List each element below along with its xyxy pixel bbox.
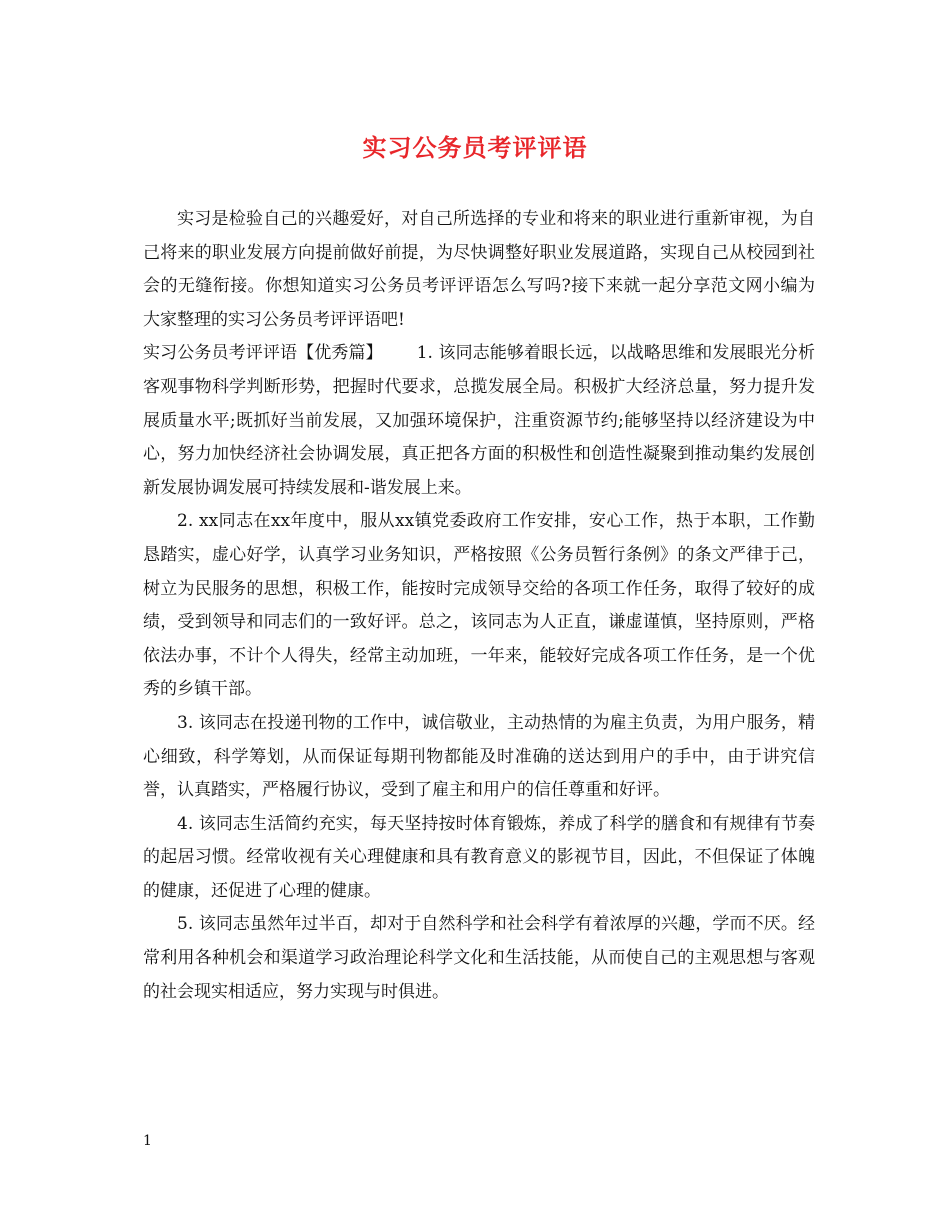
page-number: 1 <box>143 1133 152 1149</box>
section-heading: 实习公务员考评评语【优秀篇】 <box>143 343 383 364</box>
intro-paragraph: 实习是检验自己的兴趣爱好，对自己所选择的专业和将来的职业进行重新审视，为自己将来的职业发展方向提前做好前提，为尽快调整好职业发展道路，实现自己从校园到社会的无缝衔接。你想知道实习公务员考评评语怎么写吗?接下来就一起分享范文网小编为大家整理的实习公务员考评评语吧! <box>143 209 815 330</box>
section-gap <box>383 343 417 363</box>
item-2-paragraph: 2. xx同志在xx年度中，服从xx镇党委政府工作安排，安心工作，热于本职，工作勤恳踏实，虚心好学，认真学习业务知识，严格按照《公务员暂行条例》的条文严律于己，树立为民服务的思想，积极工作，能按时完成领导交给的各项工作任务，取得了较好的成绩，受到领导和同志们的一致好评。总之，该同志为人正直，谦虚谨慎，坚持原则，严格依法办事，不计个人得失，经常主动加班，一年来，能较好完成各项工作任务，是一个优秀的乡镇干部。 <box>143 511 815 700</box>
item-1-text: 1. 该同志能够着眼长远，以战略思维和发展眼光分析客观事物科学判断形势，把握时代要求，总揽发展全局。积极扩大经济总量，努力提升发展质量水平;既抓好当前发展，又加强环境保护，注重资源节约;能够坚持以经济建设为中心，努力加快经济社会协调发展，真正把各方面的积极性和创造性凝聚到推动集约发展创新发展协调发展可持续发展和-谐发展上来。 <box>143 343 815 498</box>
item-5-paragraph: 5. 该同志虽然年过半百，却对于自然科学和社会科学有着浓厚的兴趣，学而不厌。经常利用各种机会和渠道学习政治理论科学文化和生活技能，从而使自己的主观思想与客观的社会现实相适应，努力实现与时俱进。 <box>143 914 815 1002</box>
document-title: 实习公务员考评评语 <box>362 133 588 162</box>
section-paragraph <box>143 337 815 505</box>
item-3-paragraph: 3. 该同志在投递刊物的工作中，诚信敬业，主动热情的为雇主负责，为用户服务，精心细致，科学筹划，从而保证每期刊物都能及时准确的送达到用户的手中，由于讲究信誉，认真踏实，严格履行协议，受到了雇主和用户的信任尊重和好评。 <box>143 712 815 801</box>
item-4-paragraph: 4. 该同志生活简约充实，每天坚持按时体育锻炼，养成了科学的膳食和有规律有节奏的起居习惯。经常收视有关心理健康和具有教育意义的影视节目，因此，不但保证了体魄的健康，还促进了心理的健康。 <box>143 813 815 901</box>
document-body <box>143 203 815 1009</box>
